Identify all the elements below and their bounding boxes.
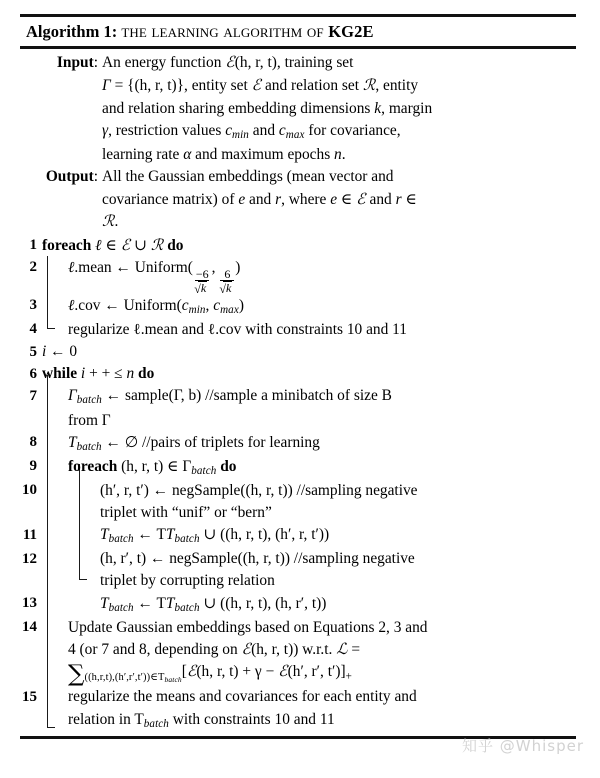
line-content-15: regularize the means and covariances for each entity and relation in $T_{batch}$ with constraints 10 and 11 [42, 686, 576, 732]
line-content-10: (h′, r, t′) ← negSample((h, r, t)) //sampling negative triplet with “unif” or “bern” [42, 480, 576, 524]
fraction-neg-six-over-sqrt-k: −6 √ k [194, 268, 211, 295]
line-number-9: 9 [29, 458, 37, 475]
algorithm-title-model: KG2E [328, 22, 374, 41]
line-number-7: 7 [29, 387, 37, 404]
algorithm-line-11 [20, 524, 576, 548]
summation-symbol: ∑ [68, 661, 85, 688]
line-number-4: 4 [29, 321, 37, 338]
line-content-10-cont: triplet with “unif” or “bern” [100, 504, 272, 522]
algorithm-line-5 [20, 341, 576, 363]
line-number-1: 1 [29, 237, 37, 254]
line-content-8: $T_{batch}$ ← ∅ //pairs of triplets for learning [68, 433, 320, 453]
output-body [102, 166, 576, 234]
line-content-14: Update Gaussian embeddings based on Equations 2, 3 and 4 (or 7 and 8, depending on ℰ(h, r, t)) w.r.t. ℒ = $\sum_{((h,r,t),(h',r',t'))\in T_{batch}}[ℰ(h$, r, t) + γ − ℰ(h′, r′, $t')]_+$ [42, 617, 576, 687]
line-number-5: 5 [29, 343, 37, 360]
line-content-7: $\Gamma_{batch}$ ← sample(Γ, b) //sample a minibatch of size B from Γ [42, 385, 576, 431]
line-number-11: 11 [22, 526, 37, 543]
line-number-2: 2 [29, 259, 37, 276]
line-content-11: $T_{batch}$ ← $TT_{batch}$ ∪ ((h, r, t), (h′, r, t′)) [100, 526, 330, 546]
algorithm-block [20, 14, 576, 739]
input-line-4: γ, restriction values $c_{min}$ and $c_{max}$ for covariance, [102, 122, 401, 142]
io-block [20, 49, 576, 233]
output-row [20, 166, 576, 234]
line-number-3: 3 [29, 297, 37, 314]
algorithm-line-12 [20, 548, 576, 592]
output-line-3: ℛ. [102, 213, 119, 231]
algorithm-line-2 [20, 257, 576, 295]
algorithm-title-name: the learning algorithm of [121, 21, 329, 41]
algorithm-line-15 [20, 686, 576, 732]
line-content-14-cont1: 4 (or 7 and 8, depending on ℰ(h, r, t)) w.r.t. ℒ = [68, 640, 361, 658]
algorithm-lines [20, 234, 576, 733]
algorithm-line-4 [20, 319, 576, 341]
line-content-15-cont: relation in $T_{batch}$ with constraints 10 and 11 [68, 710, 335, 730]
algorithm-line-7 [20, 385, 576, 431]
line-number-8: 8 [29, 434, 37, 451]
line-content-12: (h, r′, t) ← negSample((h, r, t)) //sampling negative triplet by corrupting relation [42, 548, 576, 592]
line-number-13: 13 [22, 595, 37, 612]
line-content-9: foreach (h, r, t) ∈ $\Gamma_{batch}$ do [68, 457, 237, 477]
line-number-10: 10 [22, 482, 37, 499]
input-line-3: and relation sharing embedding dimensions k, margin [102, 99, 433, 117]
input-line-2: Γ = {(h, r, t)}, entity set ℰ and relation set ℛ, entity [102, 77, 419, 95]
line-content-7-cont: from Γ [68, 411, 111, 429]
line-content-5: i ← 0 [42, 343, 78, 361]
summation-subscript: ((h,r,t),(h′,r′,t′))∈Tbatch [84, 672, 182, 685]
line-content-14-cont2: $\sum_{((h,r,t),(h',r',t'))\in T_{batch}}[ℰ(h$, r, t) + γ − ℰ(h′, r′, $t')]_+$ [68, 661, 352, 688]
line-number-12: 12 [22, 550, 37, 567]
line-content-4: regularize ℓ.mean and ℓ.cov with constraints 10 and 11 [68, 320, 407, 338]
line-content-3: ℓ.cov ← $Uniform(c_{min}$, $c_{max}$) [68, 296, 244, 316]
input-line-1: An energy function ℰ(h, r, t), training set [102, 54, 354, 72]
fraction-six-over-sqrt-k: 6 √ k [220, 268, 234, 295]
output-line-2: covariance matrix) of e and r, where e ∈ ℰ and r ∈ [102, 190, 417, 208]
input-body [102, 52, 576, 166]
algorithm-line-1 [20, 235, 576, 257]
algorithm-title-label: Algorithm 1: [26, 22, 118, 41]
watermark: 知乎 @Whisper [461, 737, 584, 755]
algorithm-line-13 [20, 593, 576, 617]
algorithm-line-9 [20, 456, 576, 480]
line-content-1: foreach ℓ ∈ ℰ ∪ ℛ do [42, 236, 184, 254]
algorithm-line-3 [20, 295, 576, 319]
algorithm-line-14 [20, 617, 576, 687]
line-content-12-cont: triplet by corrupting relation [100, 572, 275, 590]
line-number-15: 15 [22, 688, 37, 705]
input-label: Input : [20, 52, 102, 75]
input-row [20, 52, 576, 166]
line-content-6: while i + + ≤ n do [42, 365, 155, 383]
output-label: Output : [20, 166, 102, 189]
line-content-2: ℓ.mean ← Uniform( −6 √ k , 6 √ k ) [42, 257, 576, 295]
algorithm-title [20, 17, 576, 44]
line-content-13: $T_{batch}$ ← $TT_{batch}$ ∪ ((h, r, t), (h, r′, t)) [100, 594, 327, 614]
line-number-14: 14 [22, 619, 37, 636]
line-number-6: 6 [29, 365, 37, 382]
algorithm-line-10 [20, 480, 576, 524]
output-line-1: All the Gaussian embeddings (mean vector and [102, 168, 394, 186]
algorithm-line-8 [20, 432, 576, 456]
input-line-5: learning rate α and maximum epochs n. [102, 145, 346, 163]
algorithm-line-6 [20, 363, 576, 385]
